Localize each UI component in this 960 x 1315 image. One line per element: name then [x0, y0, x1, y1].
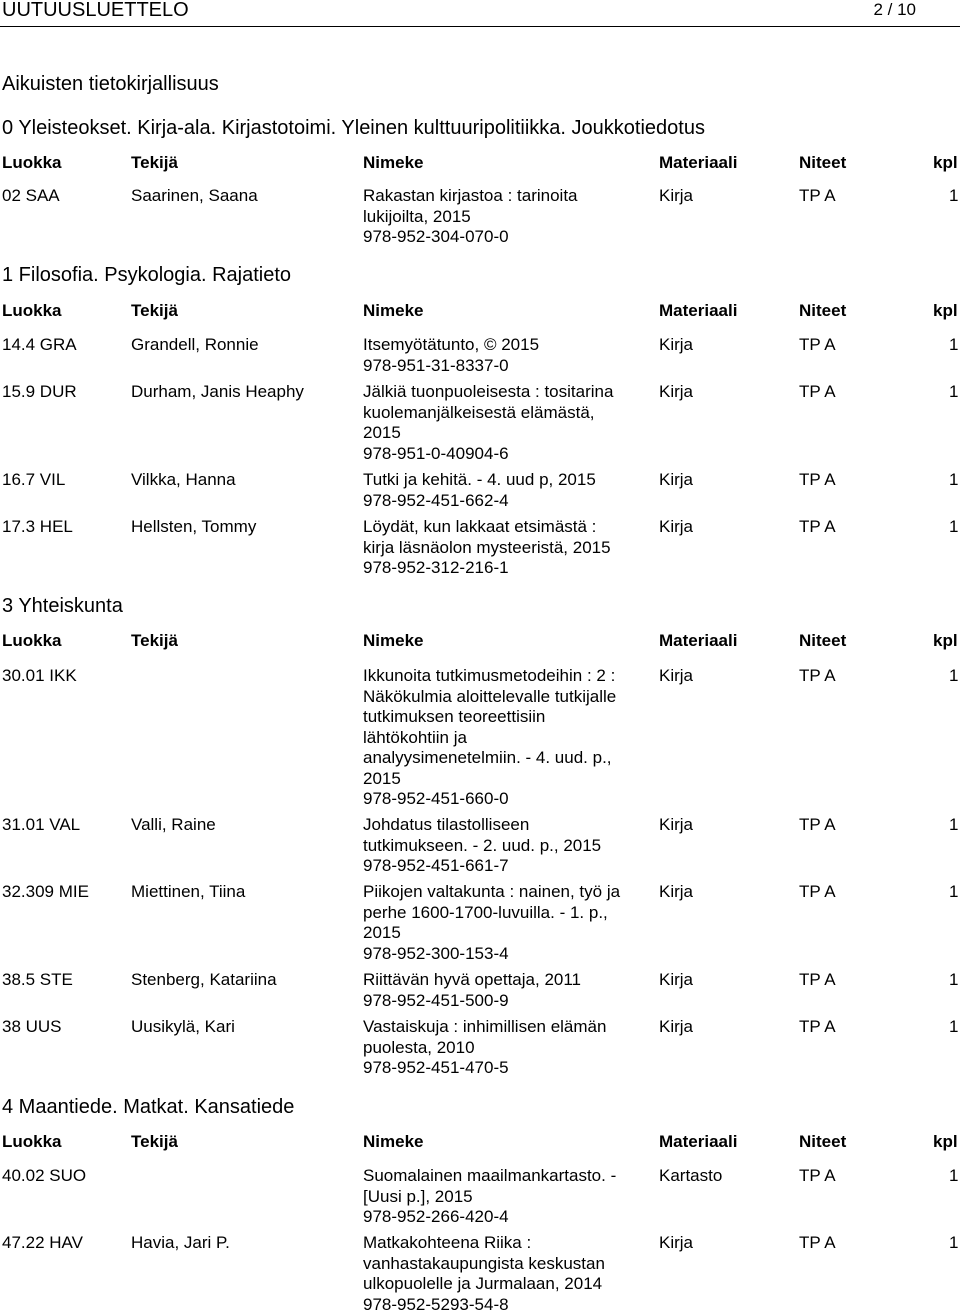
cell-luokka: 47.22 HAV: [2, 1233, 83, 1254]
title-line: Löydät, kun lakkaat etsimästä :: [363, 517, 648, 538]
section-title: 3 Yhteiskunta: [2, 595, 123, 618]
cell-kpl: 1: [949, 382, 958, 403]
cell-niteet: TP A: [799, 815, 836, 836]
cell-materiaali: Kartasto: [659, 1166, 722, 1187]
cell-kpl: 1: [949, 1166, 958, 1187]
title-line: 978-952-304-070-0: [363, 227, 648, 248]
column-header-kpl: kpl: [933, 1132, 958, 1153]
column-header-niteet: Niteet: [799, 301, 846, 322]
cell-luokka: 38 UUS: [2, 1017, 62, 1038]
cell-materiaali: Kirja: [659, 1017, 693, 1038]
title-line: 978-952-451-500-9: [363, 991, 648, 1012]
column-header-nimeke: Nimeke: [363, 301, 648, 322]
title-line: lähtökohtiin ja: [363, 728, 648, 749]
cell-tekija: Saarinen, Saana: [131, 186, 258, 207]
column-header-tekija: Tekijä: [131, 301, 178, 322]
cell-tekija: Miettinen, Tiina: [131, 882, 245, 903]
cell-kpl: 1: [949, 470, 958, 491]
cell-luokka: 02 SAA: [2, 186, 60, 207]
title-line: 978-952-312-216-1: [363, 558, 648, 579]
title-line: Rakastan kirjastoa : tarinoita: [363, 186, 648, 207]
cell-materiaali: Kirja: [659, 382, 693, 403]
section-title: 0 Yleisteokset. Kirja-ala. Kirjastotoimi. Yleinen kulttuuripolitiikka. Joukkotiedotus: [2, 117, 705, 140]
cell-materiaali: Kirja: [659, 470, 693, 491]
cell-niteet: TP A: [799, 1017, 836, 1038]
title-line: Suomalainen maailmankartasto. -: [363, 1166, 648, 1187]
cell-tekija: Stenberg, Katariina: [131, 970, 277, 991]
cell-niteet: TP A: [799, 470, 836, 491]
title-line: 978-952-5293-54-8: [363, 1295, 648, 1315]
title-line: tutkimukseen. - 2. uud. p., 2015: [363, 836, 648, 857]
title-line: 978-952-266-420-4: [363, 1207, 648, 1228]
title-line: kuolemanjälkeisestä elämästä,: [363, 403, 648, 424]
column-header-nimeke: Nimeke: [363, 631, 648, 652]
title-line: 978-952-451-661-7: [363, 856, 648, 877]
column-header-niteet: Niteet: [799, 153, 846, 174]
cell-luokka: 14.4 GRA: [2, 335, 77, 356]
cell-tekija: Vilkka, Hanna: [131, 470, 236, 491]
column-header-nimeke: Nimeke: [363, 153, 648, 174]
cell-kpl: 1: [949, 882, 958, 903]
column-header-materiaali: Materiaali: [659, 631, 737, 652]
cell-luokka: 30.01 IKK: [2, 666, 77, 687]
cell-nimeke: [363, 186, 648, 248]
title-line: Johdatus tilastolliseen: [363, 815, 648, 836]
title-line: lukijoilta, 2015: [363, 207, 648, 228]
cell-niteet: TP A: [799, 335, 836, 356]
page-number: 2 / 10: [873, 0, 916, 20]
title-line: 978-952-300-153-4: [363, 944, 648, 965]
column-header-kpl: kpl: [933, 153, 958, 174]
cell-tekija: Havia, Jari P.: [131, 1233, 230, 1254]
cell-luokka: 40.02 SUO: [2, 1166, 86, 1187]
column-header-luokka: Luokka: [2, 301, 62, 322]
column-header-materiaali: Materiaali: [659, 153, 737, 174]
cell-luokka: 15.9 DUR: [2, 382, 77, 403]
column-header-tekija: Tekijä: [131, 631, 178, 652]
column-header-materiaali: Materiaali: [659, 301, 737, 322]
cell-luokka: 32.309 MIE: [2, 882, 89, 903]
title-line: 978-951-0-40904-6: [363, 444, 648, 465]
cell-niteet: TP A: [799, 382, 836, 403]
page-header: [0, 0, 960, 27]
main-category-title: Aikuisten tietokirjallisuus: [2, 73, 219, 96]
cell-materiaali: Kirja: [659, 666, 693, 687]
column-header-luokka: Luokka: [2, 1132, 62, 1153]
column-header-niteet: Niteet: [799, 631, 846, 652]
cell-kpl: 1: [949, 666, 958, 687]
column-header-luokka: Luokka: [2, 631, 62, 652]
cell-nimeke: [363, 1233, 648, 1315]
cell-nimeke: [363, 382, 648, 464]
cell-materiaali: Kirja: [659, 815, 693, 836]
cell-materiaali: Kirja: [659, 882, 693, 903]
title-line: Jälkiä tuonpuoleisesta : tositarina: [363, 382, 648, 403]
title-line: Näkökulmia aloittelevalle tutkijalle: [363, 687, 648, 708]
column-header-luokka: Luokka: [2, 153, 62, 174]
cell-kpl: 1: [949, 335, 958, 356]
cell-tekija: Uusikylä, Kari: [131, 1017, 235, 1038]
cell-tekija: Durham, Janis Heaphy: [131, 382, 304, 403]
cell-luokka: 38.5 STE: [2, 970, 73, 991]
cell-nimeke: [363, 517, 648, 579]
title-line: 978-952-451-470-5: [363, 1058, 648, 1079]
title-line: perhe 1600-1700-luvuilla. - 1. p.,: [363, 903, 648, 924]
title-line: tutkimuksen teoreettisiin: [363, 707, 648, 728]
cell-nimeke: [363, 666, 648, 810]
title-line: Vastaiskuja : inhimillisen elämän: [363, 1017, 648, 1038]
section-title: 4 Maantiede. Matkat. Kansatiede: [2, 1096, 294, 1119]
cell-niteet: TP A: [799, 186, 836, 207]
list-title: UUTUUSLUETTELO: [2, 0, 189, 22]
title-line: Itsemyötätunto, © 2015: [363, 335, 648, 356]
cell-nimeke: [363, 1017, 648, 1079]
column-header-niteet: Niteet: [799, 1132, 846, 1153]
cell-kpl: 1: [949, 1233, 958, 1254]
title-line: 978-952-451-660-0: [363, 789, 648, 810]
cell-niteet: TP A: [799, 882, 836, 903]
column-header-tekija: Tekijä: [131, 153, 178, 174]
cell-tekija: Grandell, Ronnie: [131, 335, 259, 356]
title-line: 2015: [363, 923, 648, 944]
cell-tekija: Hellsten, Tommy: [131, 517, 256, 538]
cell-luokka: 16.7 VIL: [2, 470, 65, 491]
cell-luokka: 17.3 HEL: [2, 517, 73, 538]
column-header-kpl: kpl: [933, 301, 958, 322]
cell-materiaali: Kirja: [659, 517, 693, 538]
cell-niteet: TP A: [799, 517, 836, 538]
title-line: Piikojen valtakunta : nainen, työ ja: [363, 882, 648, 903]
cell-materiaali: Kirja: [659, 970, 693, 991]
column-header-tekija: Tekijä: [131, 1132, 178, 1153]
cell-materiaali: Kirja: [659, 186, 693, 207]
column-header-materiaali: Materiaali: [659, 1132, 737, 1153]
title-line: 2015: [363, 769, 648, 790]
cell-niteet: TP A: [799, 666, 836, 687]
title-line: 978-952-451-662-4: [363, 491, 648, 512]
section-title: 1 Filosofia. Psykologia. Rajatieto: [2, 264, 291, 287]
title-line: ulkopuolelle ja Jurmalaan, 2014: [363, 1274, 648, 1295]
cell-nimeke: [363, 470, 648, 511]
title-line: vanhastakaupungista keskustan: [363, 1254, 648, 1275]
column-header-kpl: kpl: [933, 631, 958, 652]
title-line: puolesta, 2010: [363, 1038, 648, 1059]
title-line: analyysimenetelmiin. - 4. uud. p.,: [363, 748, 648, 769]
column-header-nimeke: Nimeke: [363, 1132, 648, 1153]
cell-nimeke: [363, 815, 648, 877]
title-line: Tutki ja kehitä. - 4. uud p, 2015: [363, 470, 648, 491]
title-line: 978-951-31-8337-0: [363, 356, 648, 377]
cell-niteet: TP A: [799, 1166, 836, 1187]
cell-nimeke: [363, 970, 648, 1011]
cell-luokka: 31.01 VAL: [2, 815, 80, 836]
cell-kpl: 1: [949, 186, 958, 207]
cell-tekija: Valli, Raine: [131, 815, 216, 836]
cell-niteet: TP A: [799, 970, 836, 991]
cell-kpl: 1: [949, 970, 958, 991]
title-line: 2015: [363, 423, 648, 444]
cell-niteet: TP A: [799, 1233, 836, 1254]
cell-nimeke: [363, 335, 648, 376]
cell-nimeke: [363, 882, 648, 964]
cell-materiaali: Kirja: [659, 335, 693, 356]
title-line: Riittävän hyvä opettaja, 2011: [363, 970, 648, 991]
title-line: Matkakohteena Riika :: [363, 1233, 648, 1254]
cell-kpl: 1: [949, 815, 958, 836]
cell-materiaali: Kirja: [659, 1233, 693, 1254]
title-line: Ikkunoita tutkimusmetodeihin : 2 :: [363, 666, 648, 687]
title-line: kirja läsnäolon mysteeristä, 2015: [363, 538, 648, 559]
cell-kpl: 1: [949, 1017, 958, 1038]
title-line: [Uusi p.], 2015: [363, 1187, 648, 1208]
cell-nimeke: [363, 1166, 648, 1228]
cell-kpl: 1: [949, 517, 958, 538]
